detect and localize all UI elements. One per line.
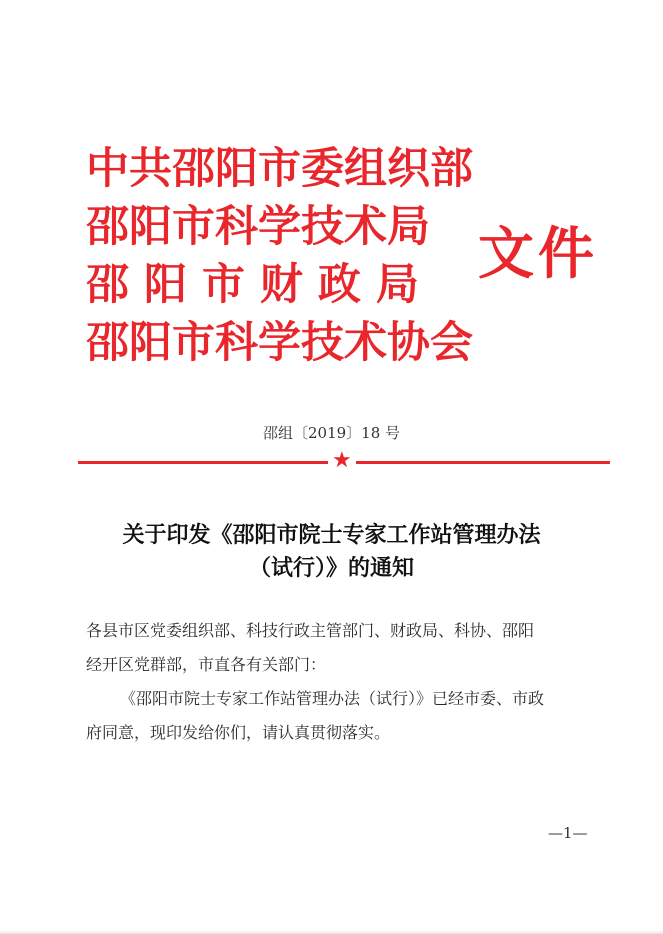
recipients-line-1: 各县市区党委组织部、科技行政主管部门、财政局、科协、邵阳 (86, 621, 535, 640)
star-icon: ★ (332, 448, 352, 473)
document-number: 邵组〔2019〕18 号 (262, 424, 401, 442)
issuing-agencies (86, 140, 476, 372)
issuer-line-3: 邵 阳 市 财 政 局 (86, 260, 419, 310)
issuer-line-1: 中共邵阳市委组织部 (86, 144, 473, 194)
recipients-line-2: 经开区党群部，市直各有关部门： (86, 655, 327, 674)
body-paragraph-line-1: 《邵阳市院士专家工作站管理办法（试行）》已经市委、市政 (120, 689, 545, 708)
notice-title-line-1: 关于印发《邵阳市院士专家工作站管理办法 (122, 522, 541, 548)
issuer-line-4: 邵阳市科学技术协会 (86, 318, 473, 368)
issuer-line-2: 邵阳市科学技术局 (86, 202, 430, 252)
body-paragraph-line-2: 府同意，现印发给你们，请认真贯彻落实。 (86, 723, 391, 742)
red-divider (78, 448, 610, 473)
divider-line-right (356, 461, 610, 464)
divider-line-left (78, 461, 328, 464)
document-word: 文件 (478, 222, 598, 287)
page-number: —1— (548, 824, 588, 842)
notice-title-line-2: （试行）》的通知 (248, 555, 414, 581)
page-edge (0, 930, 663, 934)
